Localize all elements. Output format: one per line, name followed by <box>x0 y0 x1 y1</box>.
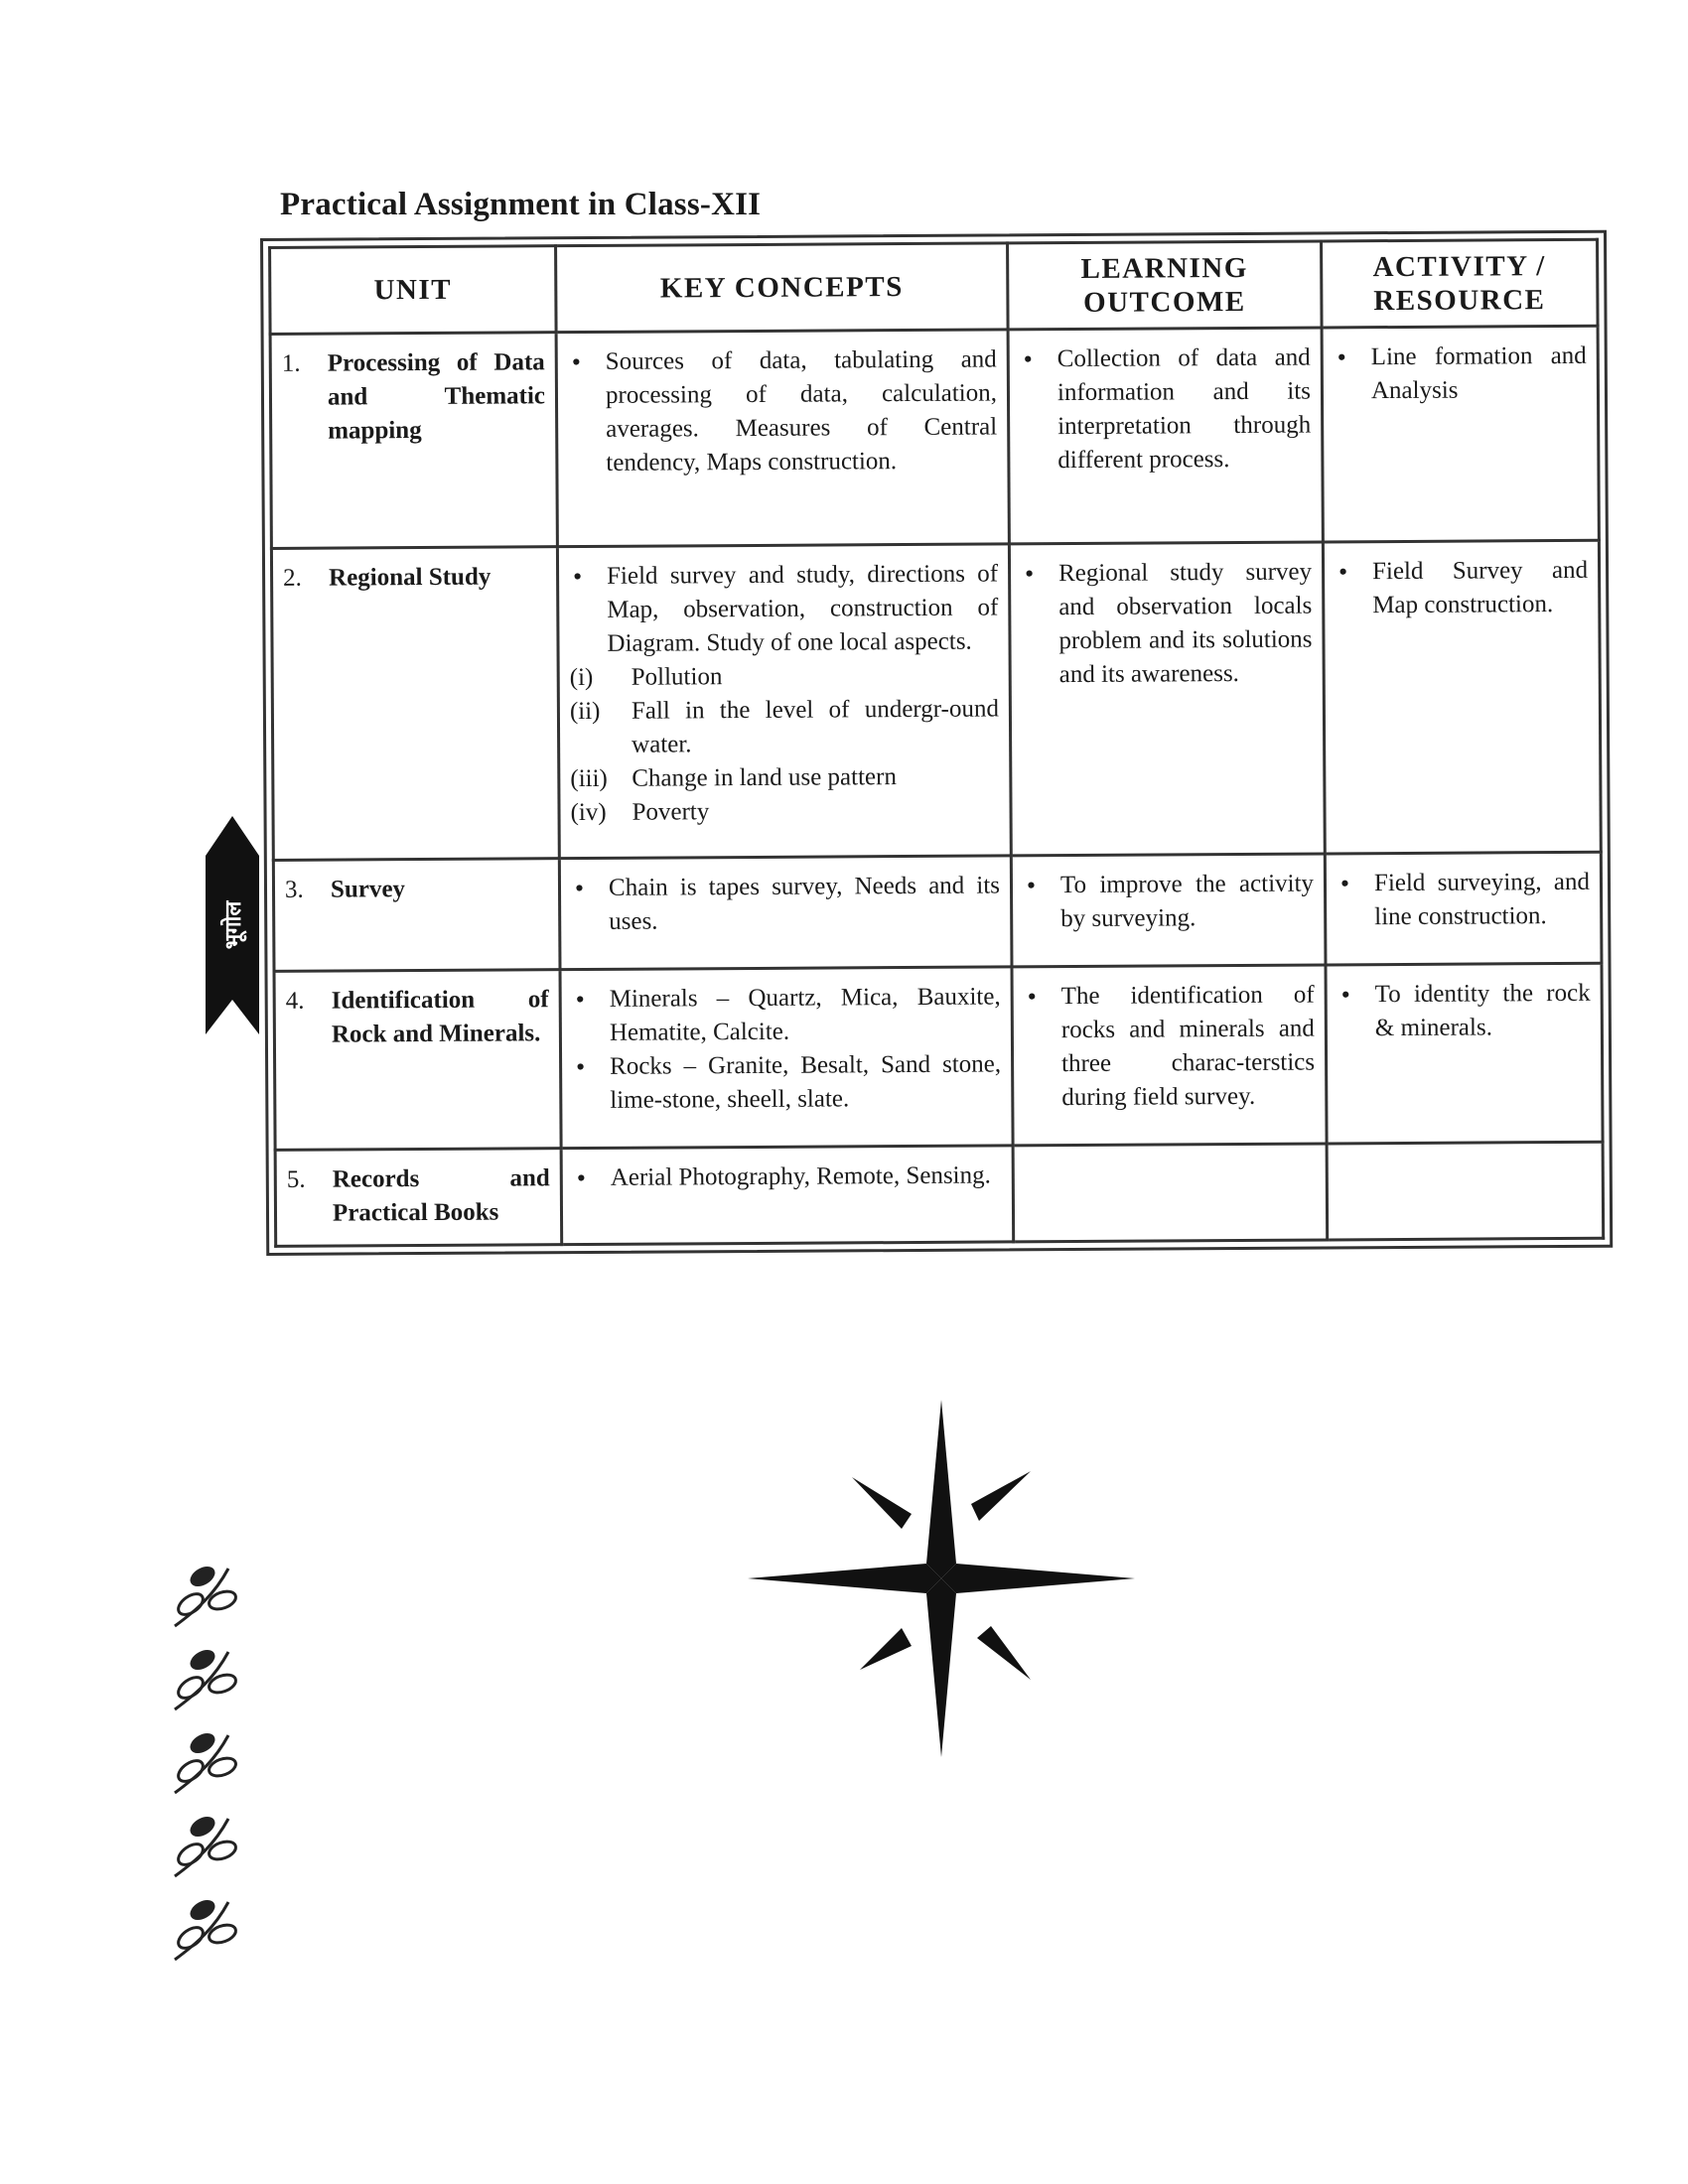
unit-name: Survey <box>330 876 406 903</box>
leaf-ornament-icon <box>167 1644 244 1715</box>
assignment-table-frame <box>260 230 1613 1256</box>
compass-star-icon <box>743 1390 1140 1767</box>
page-title: Practical Assignment in Class-XII <box>280 187 762 222</box>
sub-item: (iv) Poverty <box>570 798 710 827</box>
assignment-table <box>268 238 1605 1248</box>
side-tab-label: भूगोल <box>221 900 246 950</box>
learning-outcome-empty <box>1013 1144 1328 1242</box>
activity-resource: • Line formation and Analysis <box>1334 340 1587 409</box>
key-concept: • Aerial Photography, Remote, Sensing. <box>573 1159 1002 1195</box>
table-row <box>273 852 1602 971</box>
key-concept: • Field survey and study, directions of Map, observation, construction of Diagram. Study of one local aspects. <box>569 557 999 661</box>
unit-number: 1. <box>281 349 301 377</box>
leaf-ornament-icon <box>167 1727 244 1799</box>
activity-resource: • Field surveying, and line construction. <box>1336 866 1590 935</box>
activity-resource: • Field Survey and Map construction. <box>1335 554 1588 623</box>
learning-outcome: • Collection of data and information and its interpretation through different process. <box>1020 341 1312 478</box>
sub-item: (i) Pollution <box>569 663 723 692</box>
learning-outcome: • To improve the activity by surveying. <box>1023 868 1314 937</box>
unit-name: Identification of Rock and Minerals. <box>331 986 549 1048</box>
unit-number: 3. <box>284 876 304 903</box>
unit-name: Processing of Data and Thematic mapping <box>327 348 546 445</box>
leaf-ornament-icon <box>167 1811 244 1882</box>
unit-name: Records and Practical Books <box>332 1164 550 1227</box>
activity-resource-empty <box>1327 1142 1604 1240</box>
key-concept: • Sources of data, tabulating and processing of data, calculation, averages. Measures of Central tendency, Maps construction. <box>568 342 998 480</box>
unit-name: Regional Study <box>329 563 492 592</box>
header-key-concepts: KEY CONCEPTS <box>556 243 1009 333</box>
sub-item: (iii) Change in land use pattern <box>570 763 898 793</box>
header-activity-resource: ACTIVITY / RESOURCE <box>1322 239 1599 328</box>
sub-item: (ii) Fall in the level of undergr-ound water. <box>569 695 999 758</box>
table-row <box>271 540 1601 860</box>
header-learning-outcome: LEARNING OUTCOME <box>1008 241 1323 330</box>
header-unit: UNIT <box>270 246 557 335</box>
side-tab-marker <box>206 816 259 1034</box>
learning-outcome: • The identification of rocks and minerals and three charac-terstics during field survey. <box>1024 979 1316 1116</box>
table-row <box>274 963 1603 1150</box>
key-concept-sublist <box>570 658 1000 830</box>
leaf-ornament-icon <box>167 1561 244 1632</box>
unit-number: 4. <box>285 987 305 1015</box>
key-concept: • Chain is tapes survey, Needs and its uses. <box>571 869 1000 939</box>
key-concept: • Rocks – Granite, Besalt, Sand stone, lime-stone, sheell, slate. <box>572 1047 1001 1118</box>
leaf-ornament-icon <box>167 1894 244 1966</box>
unit-number: 5. <box>286 1165 306 1193</box>
unit-number: 2. <box>283 564 302 592</box>
table-row <box>270 326 1599 548</box>
table-row <box>275 1142 1604 1246</box>
learning-outcome: • Regional study survey and observation locals problem and its solutions and its awareness. <box>1021 556 1313 693</box>
key-concept: • Minerals – Quartz, Mica, Bauxite, Hematite, Calcite. <box>572 980 1001 1050</box>
table-header-row <box>270 239 1599 334</box>
activity-resource: • To identity the rock & minerals. <box>1337 977 1591 1046</box>
